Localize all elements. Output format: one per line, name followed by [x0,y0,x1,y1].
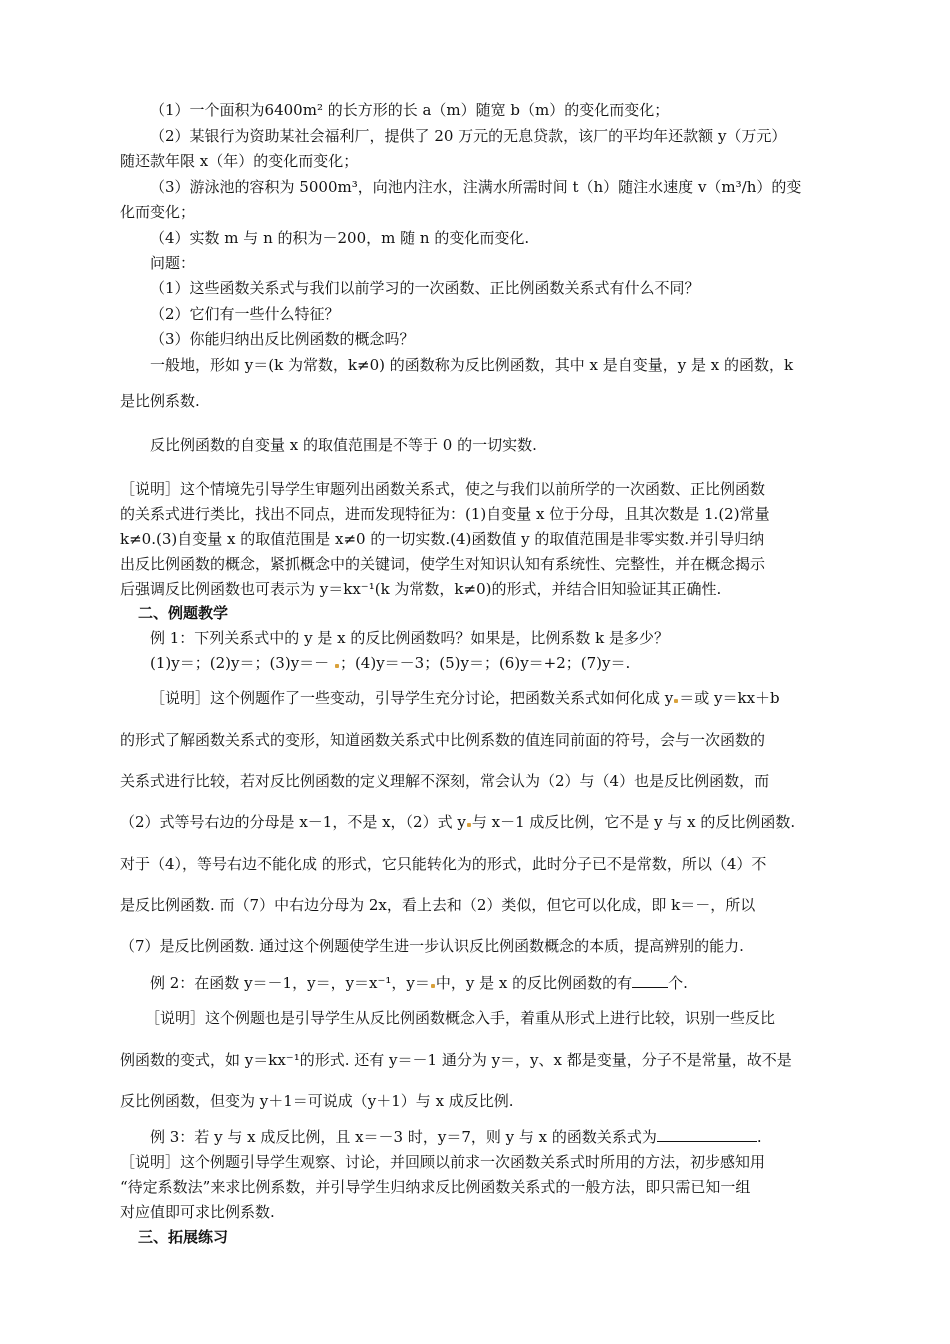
example-3-part-b: . [756,1128,762,1146]
question-3: （3）你能归纳出反比例函数的概念吗？ [150,330,415,348]
note-4-line-3: 对应值即可求比例系数. [120,1203,275,1221]
example-1-items [150,653,630,673]
example-1-prompt: 例 1：下列关系式中的 y 是 x 的反比例函数吗？如果是，比例系数 k 是多少？ [150,629,669,647]
domain-statement: 反比例函数的自变量 x 的取值范围是不等于 0 的一切实数. [150,436,537,454]
note-1-line-3: k≠0.(3)自变量 x 的取值范围是 x≠0 的一切实数.(4)函数值 y 的取值范围是非零实数.并引导归纳 [120,530,765,548]
definition-line-2: 是比例系数. [120,392,200,410]
definition-line-1: 一般地，形如 y＝(k 为常数，k≠0) 的函数称为反比例函数，其中 x 是自变量，y 是 x 的函数，k [150,356,794,374]
questions-label: 问题： [150,254,196,272]
section-heading-extension: 三、拓展练习 [138,1228,229,1246]
example-2-part-b: 中，y 是 x 的反比例函数的有 [435,974,633,992]
example-3 [150,1127,762,1147]
note-2-line-7: （7）是反比例函数. 通过这个例题使学生进一步认识反比例函数概念的本质，提高辨别的能力. [120,937,744,955]
note-3-line-1: ［说明］这个例题也是引导学生从反比例函数概念入手，着重从形式上进行比较，识别一些反比 [145,1009,776,1027]
note-4-line-2: “待定系数法”来求比例系数，并引导学生归纳求反比例函数关系式的一般方法，即只需已知一组 [120,1178,751,1196]
section-heading-examples: 二、例题教学 [138,604,229,622]
situation-3-line-2: 化而变化； [120,203,196,221]
note-2-line-1-part-b: ＝或 y＝kx＋b [679,689,780,707]
answer-blank[interactable] [657,1127,757,1142]
note-2-line-4 [120,812,795,832]
question-1: （1）这些函数关系式与我们以前学习的一次函数、正比例函数关系式有什么不同？ [150,279,700,297]
example-1-items-part-b: ；(4)y＝－3；(5)y＝；(6)y＝+2；(7)y＝. [339,654,631,672]
situation-3-line-1: （3）游泳池的容积为 5000m³，向池内注水，注满水所需时间 t（h）随注水速度 v（m³/h）的变 [150,178,802,196]
answer-blank[interactable] [632,973,668,988]
note-2-line-4-part-a: （2）式等号右边的分母是 x－1，不是 x，（2）式 y [120,813,466,831]
note-4-line-1: ［说明］这个例题引导学生观察、讨论，并回顾以前求一次函数关系式时所用的方法，初步感知用 [120,1153,766,1171]
example-2-part-c: 个. [668,974,688,992]
note-1-line-2: 的关系式进行类比，找出不同点，进而发现特征为：(1)自变量 x 位于分母，且其次数是 1.(2)常量 [120,505,770,523]
example-1-items-part-a: (1)y＝；(2)y＝；(3)y＝－ [150,654,330,672]
annotation-mark [467,823,471,827]
example-2-part-a: 例 2：在函数 y＝－1，y＝，y＝x⁻¹，y＝ [150,974,430,992]
note-1-line-5: 后强调反比例函数也可表示为 y＝kx⁻¹(k 为常数，k≠0)的形式，并结合旧知验证其正确性. [120,580,722,598]
example-2 [150,973,688,993]
situation-1: （1）一个面积为6400m² 的长方形的长 a（m）随宽 b（m）的变化而变化； [150,101,670,119]
annotation-mark [431,984,435,988]
situation-4: （4）实数 m 与 n 的积为－200，m 随 n 的变化而变化. [150,229,530,247]
situation-2-line-2: 随还款年限 x（年）的变化而变化； [120,152,359,170]
note-2-line-2: 的形式了解函数关系式的变形，知道函数关系式中比例系数的值连同前面的符号，会与一次函数的 [120,731,766,749]
annotation-mark [674,699,678,703]
note-3-line-3: 反比例函数，但变为 y＋1＝可说成（y＋1）与 x 成反比例. [120,1092,514,1110]
note-3-line-2: 例函数的变式，如 y＝kx⁻¹的形式. 还有 y＝－1 通分为 y＝，y、x 都是变量，分子不是常量，故不是 [120,1051,792,1069]
note-2-line-6: 是反比例函数. 而（7）中右边分母为 2x，看上去和（2）类似，但它可以化成，即 k＝－，所以 [120,896,756,914]
situation-2-line-1: （2）某银行为资助某社会福利厂，提供了 20 万元的无息贷款，该厂的平均年还款额 y（万元） [150,127,787,145]
question-2: （2）它们有一些什么特征？ [150,305,340,323]
note-2-line-5: 对于（4），等号右边不能化成 的形式，它只能转化为的形式，此时分子已不是常数，所以（4）不 [120,855,767,873]
note-1-line-1: ［说明］这个情境先引导学生审题列出函数关系式，使之与我们以前所学的一次函数、正比例函数 [120,480,766,498]
note-2-line-4-part-b: 与 x－1 成反比例，它不是 y 与 x 的反比例函数. [471,813,796,831]
note-1-line-4: 出反比例函数的概念，紧抓概念中的关键词，使学生对知识认知有系统性、完整性，并在概念揭示 [120,555,766,573]
annotation-mark [335,664,339,668]
example-3-part-a: 例 3：若 y 与 x 成反比例，且 x＝－3 时，y＝7，则 y 与 x 的函数关系式为 [150,1128,657,1146]
note-2-line-3: 关系式进行比较，若对反比例函数的定义理解不深刻，常会认为（2）与（4）也是反比例函数，而 [120,772,770,790]
note-2-line-1 [150,688,780,708]
note-2-line-1-part-a: ［说明］这个例题作了一些变动，引导学生充分讨论，把函数关系式如何化成 y [150,689,674,707]
